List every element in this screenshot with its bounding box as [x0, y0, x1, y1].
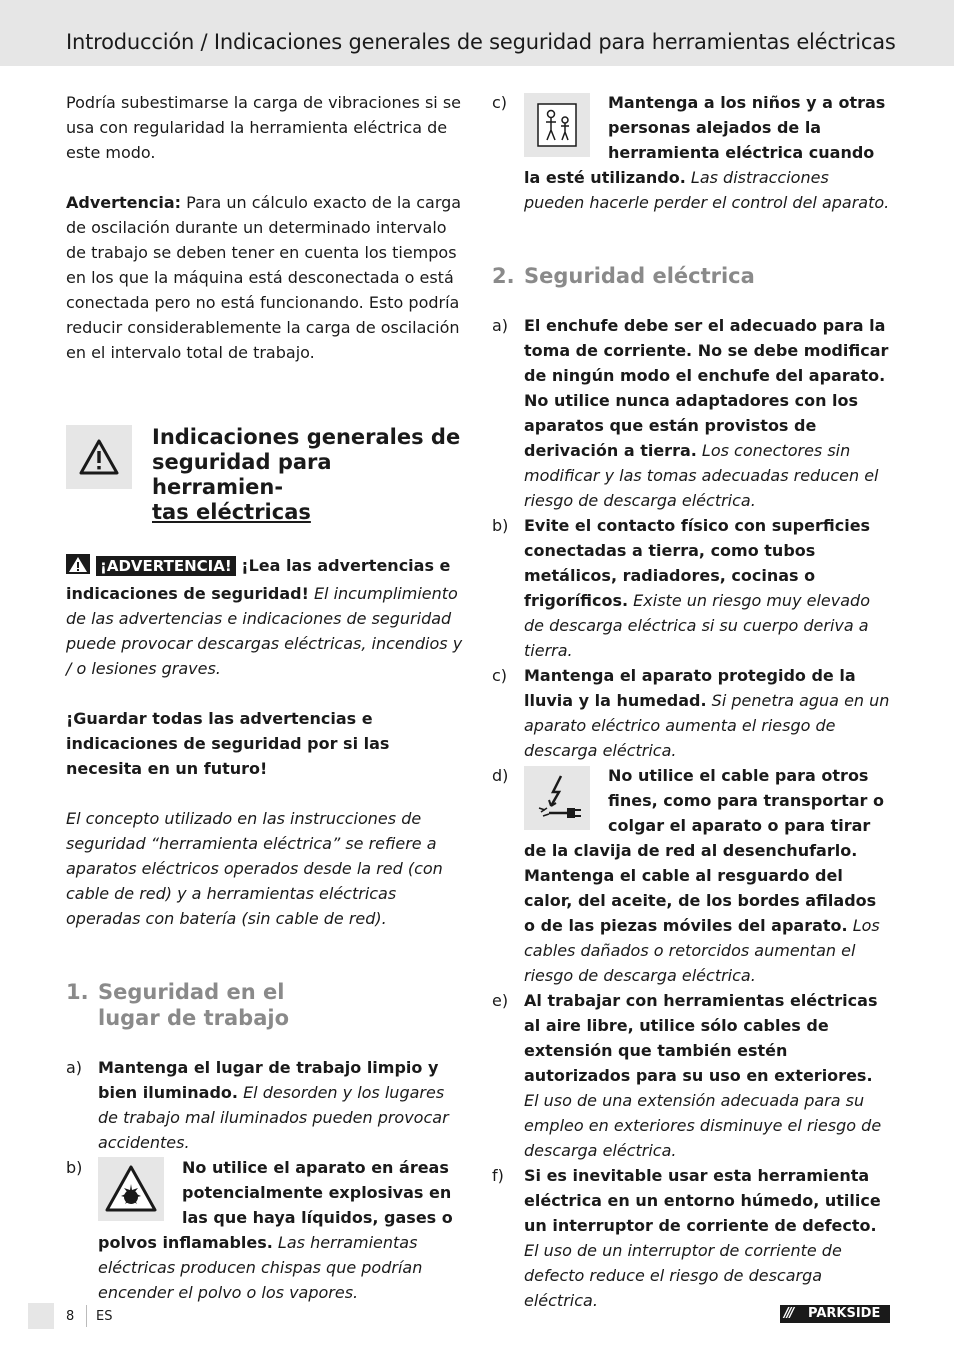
- logo-stripes: ///: [784, 1306, 793, 1321]
- item-label: e): [492, 991, 509, 1010]
- advertencia-badge: ¡ADVERTENCIA!: [96, 556, 236, 576]
- item-bold: Mantenga el aparato protegido de la lluvia y la humedad.: [524, 666, 856, 710]
- item-label: d): [492, 766, 509, 785]
- item-italic: Los cables dañados o retorcidos aumentan el riesgo de descarga eléctrica.: [524, 916, 880, 985]
- section-title-line-3: tas eléctricas: [152, 500, 311, 524]
- section-1-heading: [66, 979, 466, 1031]
- warning-small-icon: [66, 554, 90, 581]
- warning-bold-text: ¡Lea las advertencias e indicaciones de seguridad!: [66, 556, 451, 603]
- list-item: [492, 663, 892, 763]
- item-label: f): [492, 1166, 504, 1185]
- warning-triangle-icon: [66, 425, 132, 489]
- intro-paragraph: Podría subestimarse la carga de vibraciones si se usa con regularidad la herramienta eléctrica de este modo.: [66, 93, 462, 162]
- page-title: Introducción / Indicaciones generales de seguridad para herramientas eléctricas: [66, 30, 896, 54]
- left-column: [66, 90, 466, 1305]
- right-column: [492, 90, 892, 1313]
- concept-note: El concepto utilizado en las instrucciones de seguridad “herramienta eléctrica” se refiere a aparatos eléctricos operados desde la red (con cable de red) y a herramientas eléctricas operadas con batería (sin cable de red).: [66, 809, 443, 928]
- item-bold: Mantenga el lugar de trabajo limpio y bien iluminado.: [98, 1058, 439, 1102]
- list-item: [492, 763, 892, 988]
- item-bold: Evite el contacto físico con superficies conectadas a tierra, como tubos metálicos, radiadores, cocinas o frigoríficos.: [524, 516, 871, 610]
- item-bold: El enchufe debe ser el adecuado para la toma de corriente. No se debe modificar de ningún modo el enchufe del aparato. No utilice nunca adaptadores con los aparatos que están provistos de derivación a tierra.: [524, 316, 889, 460]
- list-item: [66, 1055, 466, 1155]
- electric-shock-cable-icon: [524, 766, 590, 830]
- item-italic: Las distracciones pueden hacerle perder el control del aparato.: [524, 168, 890, 212]
- item-label: c): [492, 93, 508, 112]
- item-bold: Si es inevitable usar esta herramienta eléctrica en un entorno húmedo, utilice un interruptor de corriente de defecto.: [524, 1166, 881, 1235]
- item-italic: Las herramientas eléctricas producen chispas que podrían encender el polvo o los vapores.: [98, 1233, 423, 1302]
- safety-section-heading: [66, 425, 466, 525]
- page-number: 8: [66, 1309, 75, 1324]
- warning-italic-text: El incumplimiento de las advertencias e indicaciones de seguridad puede provocar descargas eléctricas, incendios y / o lesiones graves.: [66, 584, 463, 678]
- item-label: a): [66, 1058, 83, 1077]
- item-bold: Mantenga a los niños y a otras personas alejados de la herramienta eléctrica cuando la esté utilizando.: [524, 93, 886, 187]
- logo-text: PARKSIDE: [808, 1306, 881, 1321]
- section-1-title: Seguridad en el lugar de trabajo: [98, 980, 289, 1030]
- list-item: [492, 513, 892, 663]
- warning-label: Advertencia:: [66, 193, 182, 212]
- warning-text: Para un cálculo exacto de la carga de oscilación durante un determinado intervalo de trabajo se deben tener en cuenta los tiempos en los que la máquina está desconectada o está conectada pero no está funcionando. Esto podría reducir considerablemente la carga de oscilación en el intervalo total de trabajo.: [66, 193, 462, 362]
- item-italic: Los conectores sin modificar y las tomas adecuadas reducen el riesgo de descarga eléctrica.: [524, 441, 879, 510]
- item-label: a): [492, 316, 509, 335]
- list-item: [492, 90, 892, 215]
- list-item: [492, 1163, 892, 1313]
- item-bold: No utilice el aparato en áreas potencialmente explosivas en las que haya líquidos, gases o polvos inflamables.: [98, 1158, 453, 1252]
- section-2-number: 2.: [492, 264, 515, 288]
- item-bold: Al trabajar con herramientas eléctricas al aire libre, utilice sólo cables de extensión que también estén autorizados para su uso en exteriores.: [524, 991, 878, 1085]
- item-italic: Existe un riesgo muy elevado de descarga eléctrica si su cuerpo deriva a tierra.: [524, 591, 870, 660]
- general-warning: [66, 553, 466, 681]
- explosion-hazard-icon: [98, 1157, 164, 1221]
- item-label: c): [492, 666, 508, 685]
- parkside-logo: [780, 1305, 890, 1323]
- section-2-title: Seguridad eléctrica: [524, 264, 755, 288]
- page-header: [0, 0, 954, 66]
- section-title-line-1: Indicaciones generales de: [152, 425, 461, 449]
- section-2-heading: [492, 263, 892, 289]
- section-title: [152, 425, 466, 525]
- item-label: b): [66, 1158, 83, 1177]
- item-italic: Si penetra agua en un aparato eléctrico aumenta el riesgo de descarga eléctrica.: [524, 691, 890, 760]
- keep-children-away-icon: [524, 93, 590, 157]
- section-1-number: 1.: [66, 980, 89, 1004]
- item-italic: El uso de una extensión adecuada para su empleo en exteriores disminuye el riesgo de descarga eléctrica.: [524, 1091, 882, 1160]
- list-item: [66, 1155, 466, 1305]
- item-bold: No utilice el cable para otros fines, como para transportar o colgar el aparato o para tirar de la clavija de red al desenchufarlo. Mantenga el cable al resguardo del calor, del aceite, de los bordes afilados o de las piezas móviles del aparato.: [524, 766, 884, 935]
- save-instructions: ¡Guardar todas las advertencias e indicaciones de seguridad por si las necesita en un futuro!: [66, 709, 390, 778]
- item-italic: El desorden y los lugares de trabajo mal iluminados pueden provocar accidentes.: [98, 1083, 449, 1152]
- item-italic: El uso de un interruptor de corriente de defecto reduce el riesgo de descarga eléctrica.: [524, 1241, 842, 1310]
- list-item: [492, 988, 892, 1163]
- list-item: [492, 313, 892, 513]
- language-code: ES: [96, 1309, 113, 1324]
- footer-marker: [28, 1303, 54, 1329]
- warning-paragraph: [66, 190, 466, 365]
- section-title-line-2: seguridad para herramien-: [152, 450, 332, 499]
- footer-divider: [86, 1305, 87, 1327]
- item-label: b): [492, 516, 509, 535]
